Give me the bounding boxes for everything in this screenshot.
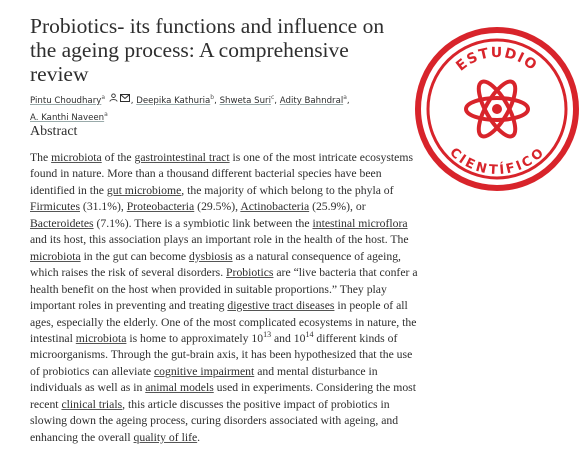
abstract-term-link[interactable]: Bacteroidetes — [30, 216, 94, 230]
abstract-text: as a natural consequence of ageing, which raises the risk of several disorders. — [30, 249, 401, 280]
abstract-term-link[interactable]: Actinobacteria — [240, 200, 310, 214]
author-link[interactable]: Shweta Suri — [219, 95, 271, 106]
abstract-term-link[interactable]: gastrointestinal tract — [134, 151, 230, 164]
abstract-term-link[interactable]: microbiota — [75, 331, 127, 345]
abstract-term-link[interactable]: Firmicutes — [30, 200, 80, 214]
abstract-text: is home to approximately 10 — [126, 331, 264, 345]
affiliation-sup: a — [101, 94, 106, 101]
abstract-term-link[interactable]: microbiota — [30, 249, 81, 263]
abstract-term-link[interactable]: dysbiosis — [189, 249, 233, 263]
affiliation-sup: a — [343, 94, 347, 101]
abstract-text: (29.5%), — [194, 200, 241, 214]
author-link[interactable]: Pintu Choudhary — [30, 95, 102, 106]
abstract-term-link[interactable]: microbiota — [51, 151, 102, 164]
stamp-bottom-text: CIENTÍFICO — [446, 145, 548, 179]
abstract-text: and mental disturbance in individuals as well as in — [30, 364, 378, 395]
abstract-term-link[interactable]: digestive tract diseases — [227, 299, 335, 313]
abstract-text: , the majority of which belong to the phyla of — [181, 183, 394, 197]
abstract-text: used in experiments. Considering the most recent — [30, 381, 416, 411]
abstract-text: are “live bacteria that confer a health benefit on the host when provided in suitable proportions.” They play important roles in preventing and treating — [30, 266, 418, 313]
abstract-text: (31.1%), — [80, 200, 127, 214]
abstract-text: is one of the most intricate ecosystems found in nature. More than a thousand different bacterial species have been identified in the — [30, 151, 413, 197]
affiliation-sup: b — [210, 94, 215, 101]
abstract-text: The — [30, 151, 52, 164]
abstract-term-link[interactable]: animal models — [145, 381, 214, 395]
abstract-text: , this article discusses the positive impact of probiotics in slowing down the ageing process, curing disorders associated with ageing, and enhancing the overall — [30, 397, 399, 444]
person-icon[interactable] — [109, 93, 118, 107]
author-link[interactable]: Adity Bahndral — [279, 95, 344, 106]
abstract-text: of the — [101, 151, 135, 164]
abstract-text: (25.9%), or — [309, 200, 366, 214]
abstract-heading: Abstract — [30, 124, 78, 139]
abstract-term-link[interactable]: intestinal microflora — [312, 216, 408, 230]
article-title: Probiotics- its functions and influence on the ageing process: A comprehensive review — [30, 14, 385, 86]
estudio-cientifico-stamp — [414, 26, 580, 192]
affiliation-sup: a — [104, 110, 108, 118]
author-list: Pintu Choudhary$^a$ , Deepika Kathuria$^b$, Shweta Suri$^c$, Adity Bahndral$^a$, A. Kanthi Naveen$^a$ — [30, 94, 350, 123]
abstract-text: and its host, this association plays an important role in the health of the host. The — [30, 233, 409, 247]
affiliation-sup: c — [270, 94, 275, 101]
abstract-term-link[interactable]: Proteobacteria — [126, 200, 195, 214]
author-link[interactable]: A. Kanthi Naveen — [30, 112, 105, 123]
envelope-icon[interactable] — [120, 94, 130, 107]
abstract-text: . — [197, 430, 201, 444]
abstract-term-link[interactable]: quality of life — [133, 430, 198, 444]
superscript-exponent: 14 — [305, 330, 314, 340]
abstract-term-link[interactable]: clinical trials — [61, 397, 123, 411]
abstract-text: in people of all ages, especially the elderly. One of the most complicated ecosystems in nature, the intestinal — [30, 299, 417, 345]
abstract-text: in the gut can become — [80, 249, 190, 263]
abstract-term-link[interactable]: Probiotics — [226, 266, 274, 280]
stamp-top-text: ESTUDIO — [453, 44, 541, 75]
superscript-exponent: 13 — [263, 330, 272, 340]
author-link[interactable]: Deepika Kathuria — [136, 95, 211, 106]
abstract-text: different kinds of microorganisms. Through the gut-brain axis, it has been hypothesized that the use of probiotics can alleviate — [30, 331, 413, 378]
abstract-text: and 10 — [271, 331, 306, 345]
abstract-body — [30, 150, 418, 446]
abstract-text: (7.1%). There is a symbiotic link between the — [93, 216, 313, 230]
abstract-term-link[interactable]: cognitive impairment — [153, 364, 255, 378]
abstract-term-link[interactable]: gut microbiome — [106, 183, 182, 197]
